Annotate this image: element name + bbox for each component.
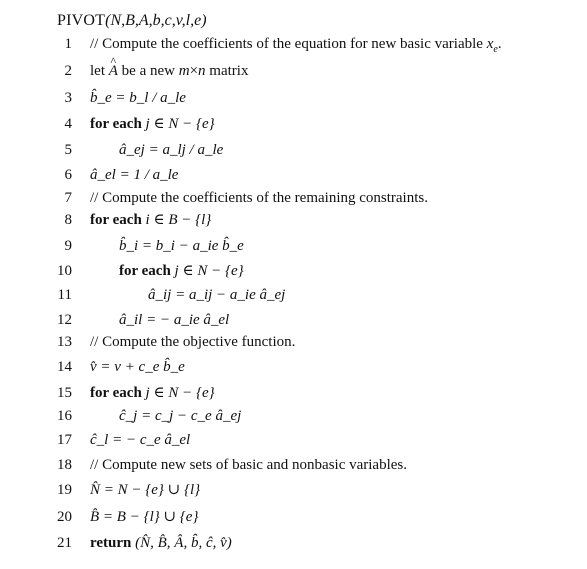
line-number: 5 (64, 142, 72, 158)
keyword: for each (119, 263, 171, 279)
line-number: 7 (64, 190, 72, 206)
text-segment: matrix (205, 63, 249, 79)
code-text: â_el = 1 / a_le (90, 167, 179, 183)
comment-line: // Compute the coefficients of the remaining constraints. (90, 190, 428, 206)
line-number: 3 (64, 90, 72, 106)
function-params: (N,B,A,b,c,v,l,e) (105, 12, 207, 29)
line-number: 1 (64, 36, 72, 52)
expression: j ∈ N − {e} (141, 116, 215, 132)
line-number: 10 (57, 263, 72, 279)
code-text: B̂ = B − {l} ∪ {e} (90, 509, 199, 525)
keyword: for each (90, 385, 142, 401)
times-symbol: × (189, 63, 199, 79)
function-signature (57, 10, 207, 32)
code-text (90, 208, 211, 232)
keyword: return (90, 535, 132, 551)
line-number: 12 (57, 312, 72, 328)
code-text (90, 59, 248, 83)
comment-line (90, 32, 502, 62)
code-text: â_ej = a_lj / a_le (119, 142, 224, 158)
code-text (119, 259, 244, 283)
line-number: 11 (57, 287, 72, 303)
line-number: 9 (64, 238, 72, 254)
line-number: 14 (57, 359, 72, 375)
code-text: v̂ = v + c_e b̂_e (90, 359, 185, 375)
line-number: 21 (57, 535, 72, 551)
line-number: 17 (57, 432, 72, 448)
line-number: 19 (57, 482, 72, 498)
keyword: for each (90, 212, 142, 228)
matrix-a-hat: ^ A (109, 59, 118, 83)
line-number: 15 (57, 385, 72, 401)
period: . (497, 36, 502, 52)
text-segment: be a new (117, 63, 179, 79)
code-text: ĉ_j = c_j − c_e â_ej (119, 408, 242, 424)
line-number: 13 (57, 334, 72, 350)
code-text (90, 381, 215, 405)
comment-line: // Compute the objective function. (90, 334, 296, 350)
let-keyword: let (90, 63, 109, 79)
code-text: b̂_i = b_i − a_ie b̂_e (119, 238, 244, 254)
expression: i ∈ B − {l} (141, 212, 212, 228)
code-text: N̂ = N − {e} ∪ {l} (90, 482, 201, 498)
code-text: â_il = − a_ie â_el (119, 312, 230, 328)
expression: j ∈ N − {e} (170, 263, 244, 279)
keyword: for each (90, 116, 142, 132)
var-n: n (198, 63, 206, 79)
comment-line: // Compute new sets of basic and nonbasic variables. (90, 457, 408, 473)
code-text: ĉ_l = − c_e â_el (90, 432, 191, 448)
code-text (90, 531, 232, 555)
variable-x: x (486, 36, 494, 52)
code-text: â_ij = a_ij − a_ie â_ej (148, 287, 286, 303)
line-number: 8 (64, 212, 72, 228)
subscript: e (493, 44, 498, 55)
line-number: 4 (64, 116, 72, 132)
line-number: 16 (57, 408, 72, 424)
line-number: 6 (64, 167, 72, 183)
expression: (N̂, B̂, Â, b̂, ĉ, v̂) (131, 535, 232, 551)
function-name: PIVOT (57, 12, 106, 29)
line-number: 18 (57, 457, 72, 473)
expression: j ∈ N − {e} (141, 385, 215, 401)
code-text (90, 112, 215, 136)
line-number: 20 (57, 509, 72, 525)
var-m: m (178, 63, 190, 79)
code-text: b̂_e = b_l / a_le (90, 90, 186, 106)
line-number: 2 (64, 63, 72, 79)
comment-text: // Compute the coefficients of the equation for new basic variable (90, 36, 487, 52)
